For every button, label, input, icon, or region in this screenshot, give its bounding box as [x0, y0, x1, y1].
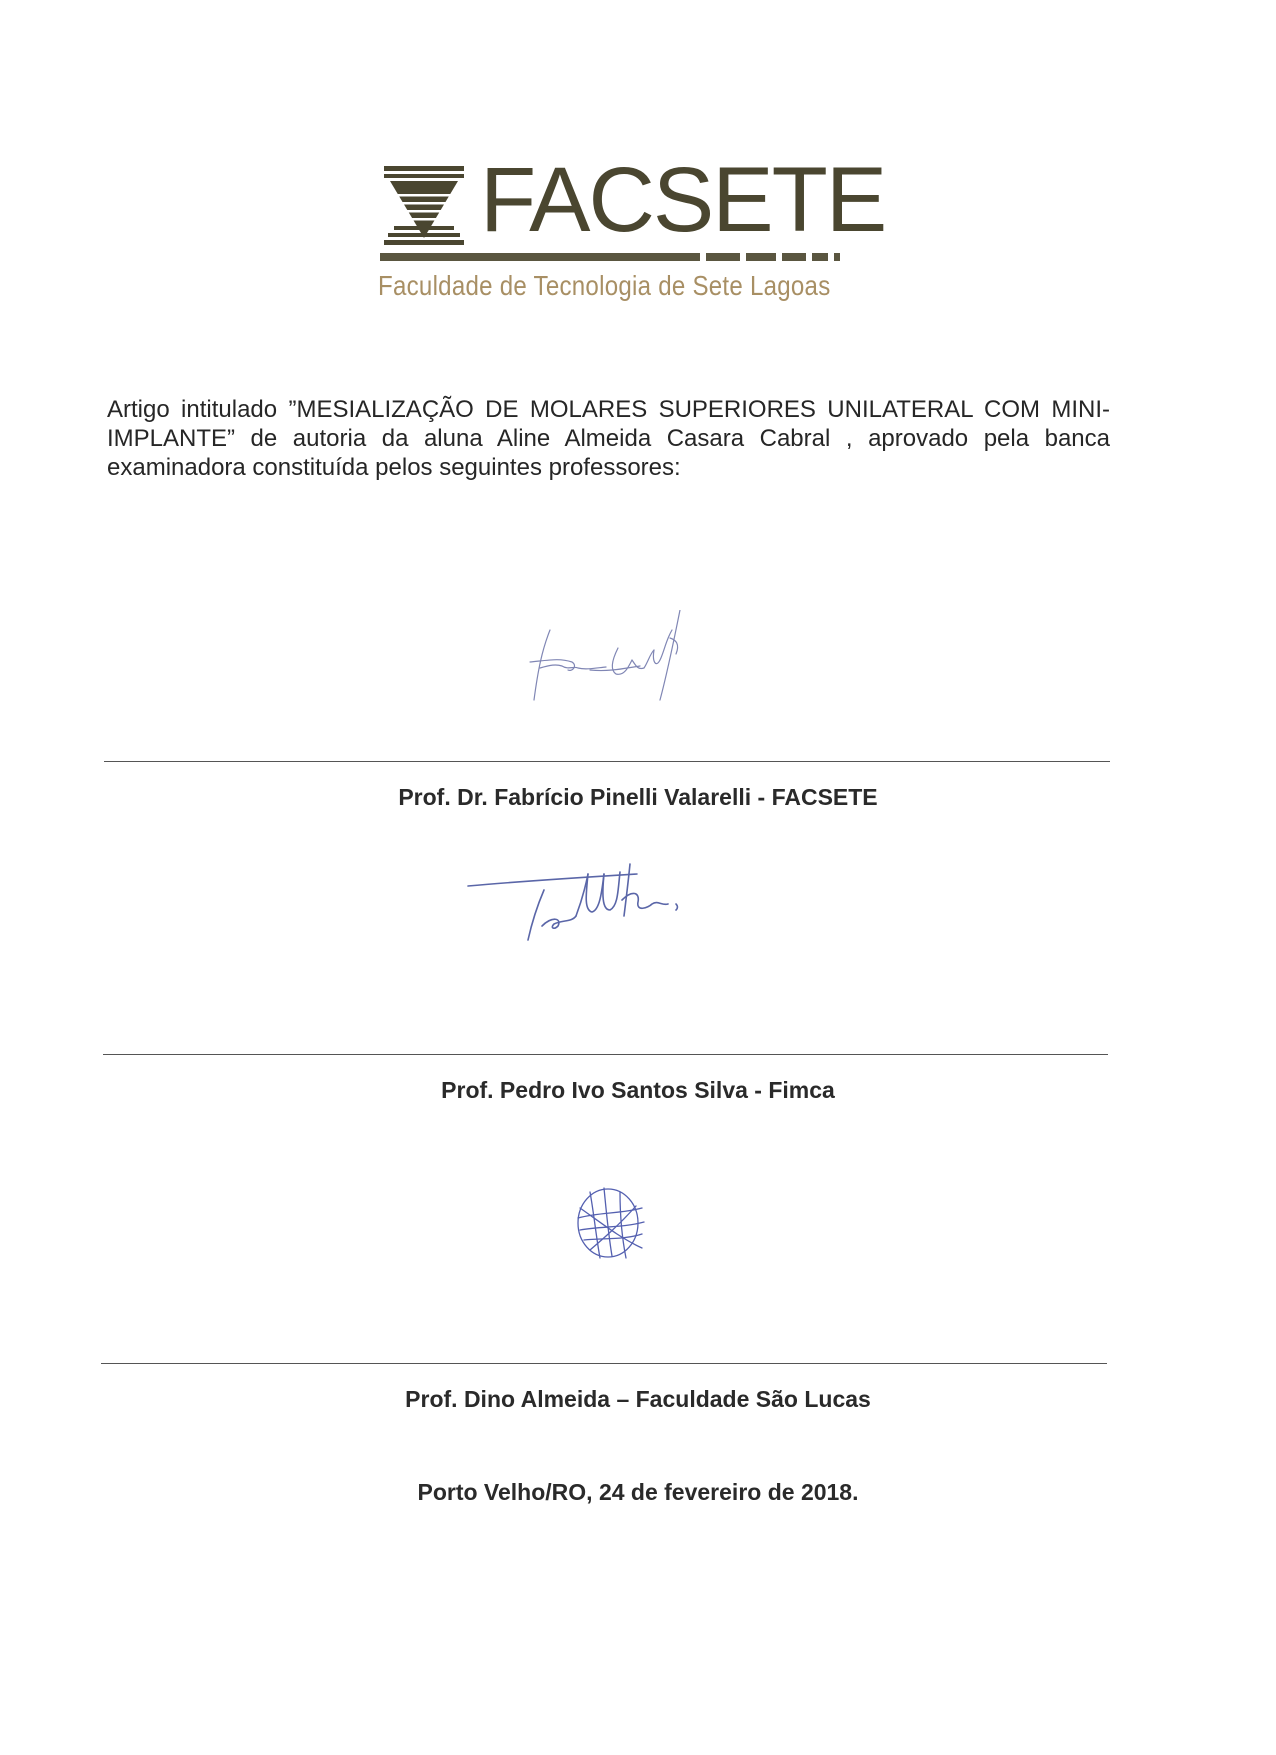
facsete-emblem-icon [384, 166, 464, 246]
signature-line-1 [104, 761, 1110, 762]
signature-line-3 [101, 1363, 1107, 1364]
examiner-name-2: Prof. Pedro Ivo Santos Silva - Fimca [441, 1077, 835, 1103]
logo-tagline: Faculdade de Tecnologia de Sete Lagoas [378, 270, 831, 301]
examiner-name-3: Prof. Dino Almeida – Faculdade São Lucas [405, 1386, 871, 1412]
logo-bar-decoration [380, 252, 840, 262]
examiner-name-1: Prof. Dr. Fabrício Pinelli Valarelli - FACSETE [398, 784, 878, 810]
facsete-logo [378, 149, 886, 310]
signature-line-2 [103, 1054, 1108, 1055]
signature-valarelli [520, 610, 710, 710]
place-and-date: Porto Velho/RO, 24 de fevereiro de 2018. [417, 1479, 859, 1505]
logo-wordmark: FACSETE [480, 149, 886, 251]
signature-dino-almeida [560, 1178, 660, 1268]
approval-statement: Artigo intitulado ”MESIALIZAÇÃO DE MOLARES SUPERIORES UNILATERAL COM MINI-IMPLANTE” de autoria da aluna Aline Almeida Casara Cabral , aprovado pela banca examinadora constituída pelos seguintes professores: [107, 396, 1110, 481]
signature-ivo-santos [462, 860, 712, 970]
